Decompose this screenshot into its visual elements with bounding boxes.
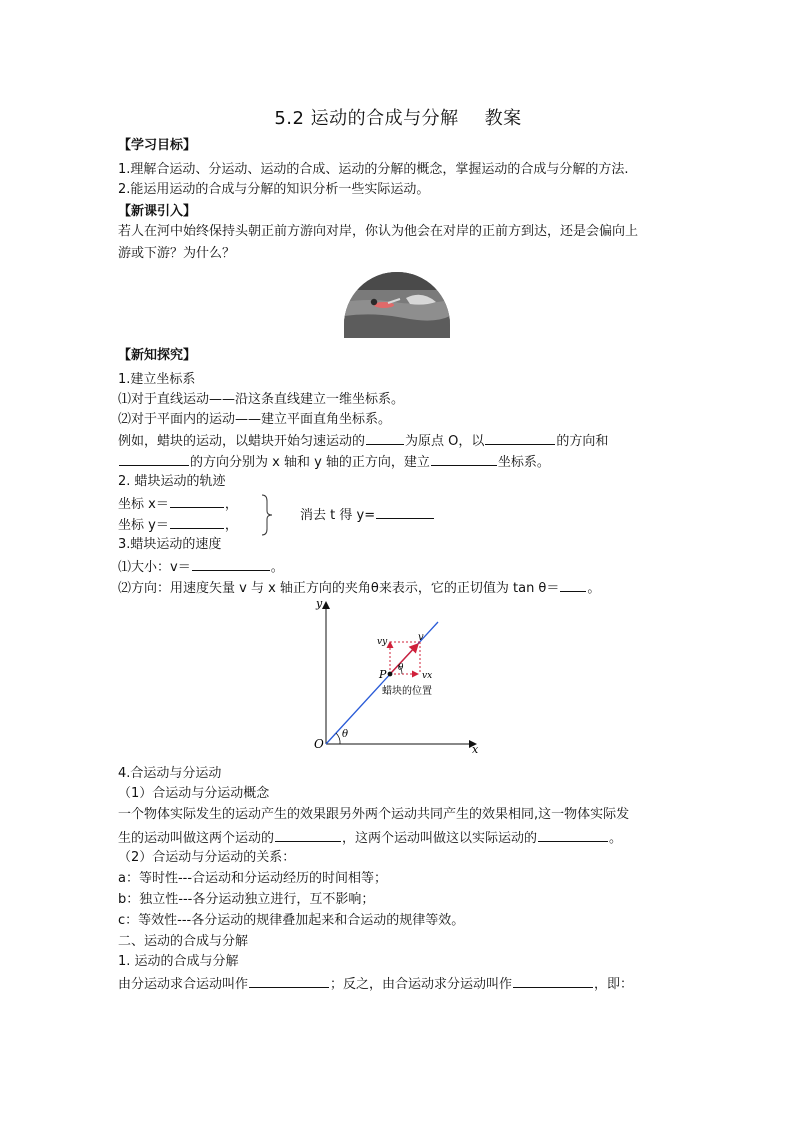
part2-heading: 二、运动的合成与分解 xyxy=(118,934,249,949)
blank-component[interactable] xyxy=(538,827,608,842)
s4-1-text-2: 生的运动叫做这两个运动的 ，这两个运动叫做这以实际运动的 。 xyxy=(118,827,622,849)
blank-y[interactable] xyxy=(170,514,224,529)
s3-title: 3.蜡块运动的速度 xyxy=(118,537,222,552)
wax-position-caption: 蜡块的位置 xyxy=(382,686,432,697)
blank-tan[interactable] xyxy=(560,577,586,592)
p-label: P xyxy=(379,668,387,681)
s1-example-line-1: 例如，蜡块的运动，以蜡块开始匀速运动的 为原点 O，以 的方向和 xyxy=(118,430,608,452)
y-axis-label: y xyxy=(316,598,323,610)
inner-theta-label: θ xyxy=(398,663,404,673)
theta-label: θ xyxy=(342,729,349,740)
s2-title: 2. 蜡块运动的轨迹 xyxy=(118,474,226,489)
v-vector xyxy=(390,644,418,674)
s4-a: a：等时性---合运动和分运动经历的时间相等； xyxy=(118,871,388,886)
s3-b: ⑵方向：用速度矢量 v 与 x 轴正方向的夹角θ来表示，它的正切值为 tan θ＝ 。 xyxy=(118,577,600,599)
velocity-diagram xyxy=(314,598,484,758)
s2-y: 坐标 y＝ ， xyxy=(118,514,238,536)
s4-title: 4.合运动与分运动 xyxy=(118,766,222,781)
part2-sub1: 1. 运动的合成与分解 xyxy=(118,954,239,969)
blank-trajectory[interactable] xyxy=(376,504,434,519)
point-p xyxy=(388,672,393,677)
goals-heading: 【学习目标】 xyxy=(118,138,197,153)
page-title: 5.2 运动的合成与分解 教案 xyxy=(274,108,522,129)
part2-text-1: 由分运动求合运动叫作 ；反之，由合运动求分运动叫作 ，即： xyxy=(118,973,633,995)
goal-item-2: 2.能运用运动的合成与分解的知识分析一些实际运动。 xyxy=(118,182,430,197)
s4-b: b：独立性---各分运动独立进行，互不影响； xyxy=(118,892,375,907)
intro-text-1: 若人在河中始终保持头朝正前方游向对岸，你认为他会在对岸的正前方到达，还是会偏向上 xyxy=(118,224,639,239)
blank-direction-1[interactable] xyxy=(485,430,555,445)
s2-x: 坐标 x＝ ， xyxy=(118,493,238,515)
theta-arc xyxy=(336,733,340,744)
s3-a: ⑴大小：v＝ 。 xyxy=(118,556,284,578)
intro-heading: 【新课引入】 xyxy=(118,204,197,219)
blank-synthesis[interactable] xyxy=(249,973,329,988)
x-axis-label: x xyxy=(472,743,479,754)
origin-label: O xyxy=(314,737,324,751)
blank-x[interactable] xyxy=(170,493,224,508)
blank-direction-2[interactable] xyxy=(119,451,189,466)
s4-2: （2）合运动与分运动的关系： xyxy=(118,850,296,865)
vx-label: vx xyxy=(422,671,433,681)
explore-heading: 【新知探究】 xyxy=(118,348,197,363)
s4-c: c：等效性---各分运动的规律叠加起来和合运动的规律等效。 xyxy=(118,913,465,928)
s1-example-line-2: 的方向分别为 x 轴和 y 轴的正方向，建立 坐标系。 xyxy=(118,451,550,473)
swimmer-photo xyxy=(344,272,450,338)
vy-label: vy xyxy=(377,637,388,647)
blank-origin[interactable] xyxy=(366,430,404,445)
blank-decomposition[interactable] xyxy=(513,973,593,988)
blank-resultant[interactable] xyxy=(275,827,341,842)
intro-text-2: 游或下游？为什么？ xyxy=(118,246,236,261)
s1-b: ⑵对于平面内的运动——建立平面直角坐标系。 xyxy=(118,412,392,427)
s4-1-text-1: 一个物体实际发生的运动产生的效果跟另外两个运动共同产生的效果相同,这一物体实际发 xyxy=(118,807,630,822)
s1-title: 1.建立坐标系 xyxy=(118,372,196,387)
brace-symbol xyxy=(260,494,274,540)
v-label: v xyxy=(418,632,424,643)
blank-speed[interactable] xyxy=(192,556,270,571)
s1-a: ⑴对于直线运动——沿这条直线建立一维坐标系。 xyxy=(118,392,405,407)
blank-coordinate-system[interactable] xyxy=(431,451,497,466)
s4-1: （1）合运动与分运动概念 xyxy=(118,786,270,801)
s2-eliminate: 消去 t 得 y= xyxy=(300,504,435,526)
goal-item-1: 1.理解合运动、分运动、运动的合成、运动的分解的概念，掌握运动的合成与分解的方法. xyxy=(118,162,629,177)
